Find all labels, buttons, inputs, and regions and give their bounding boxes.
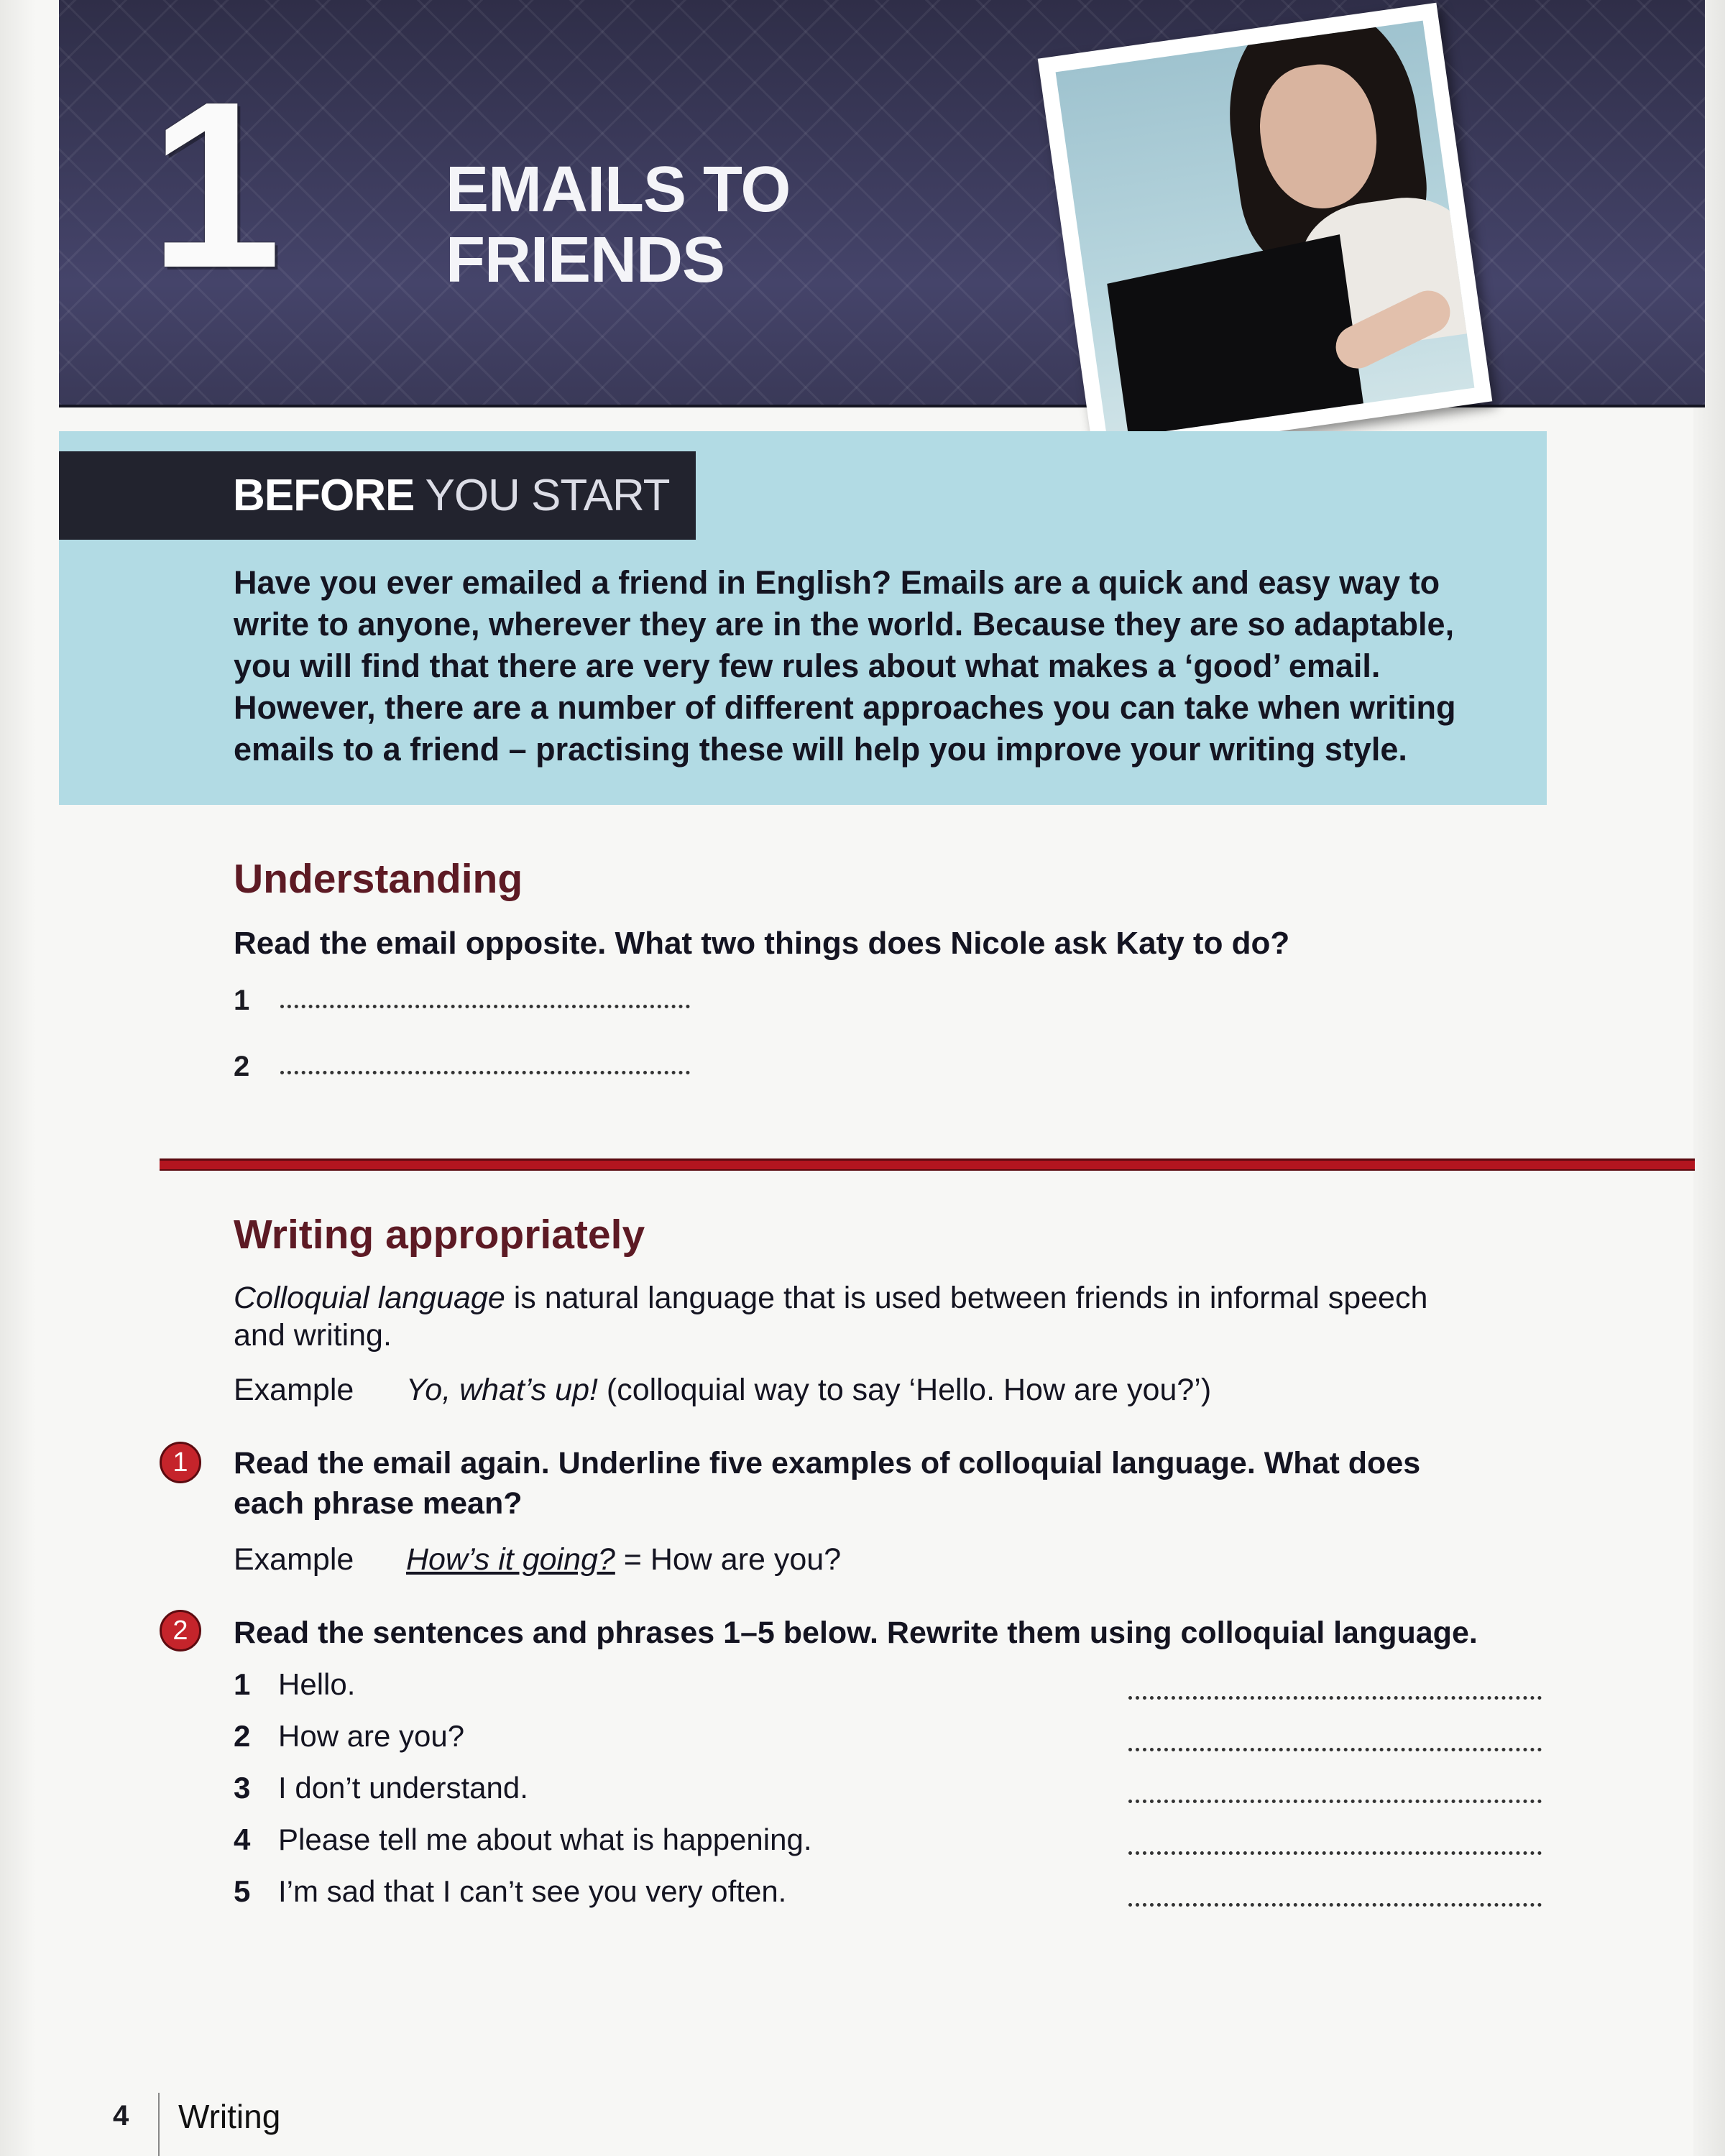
list-item-text: I don’t understand.	[278, 1771, 528, 1805]
writing-heading: Writing appropriately	[234, 1212, 645, 1258]
task-2-number-badge: 2	[160, 1610, 201, 1651]
list-item	[234, 1874, 786, 1909]
list-item-blank[interactable]	[1128, 1792, 1542, 1803]
chapter-number: 1	[150, 52, 275, 317]
bys-line: However, there are a number of different approaches you can take when writing	[234, 689, 1456, 726]
list-item-number: 1	[234, 1667, 251, 1701]
chapter-title-line2: FRIENDS	[446, 224, 725, 296]
definition-line2: and writing.	[234, 1318, 392, 1353]
example-row	[234, 1371, 1211, 1409]
photo-laptop	[1107, 234, 1363, 439]
list-item	[234, 1719, 464, 1754]
definition-rest: is natural language that is used between friends in informal speech	[505, 1281, 1428, 1315]
bys-line: you will find that there are very few rules about what makes a ‘good’ email.	[234, 648, 1381, 684]
chapter-photo	[1038, 3, 1492, 457]
list-item-text: Please tell me about what is happening.	[278, 1823, 812, 1856]
page-number: 4	[113, 2100, 129, 2132]
definition-text	[234, 1279, 1527, 1354]
list-item-text: I’m sad that I can’t see you very often.	[278, 1874, 787, 1908]
example-phrase: Yo, what’s up!	[406, 1373, 598, 1407]
list-item-blank[interactable]	[1128, 1844, 1542, 1855]
list-item	[234, 1667, 355, 1702]
list-item-text: Hello.	[278, 1667, 356, 1701]
footer-section-label: Writing	[178, 2098, 281, 2135]
list-item-blank[interactable]	[1128, 1896, 1542, 1907]
understanding-question: Read the email opposite. What two things does Nicole ask Katy to do?	[234, 926, 1290, 961]
page-edge-left	[0, 0, 36, 2156]
answer-number: 2	[234, 1051, 250, 1082]
example-phrase-underlined: How’s it going?	[406, 1542, 615, 1577]
answer-blank[interactable]	[280, 1062, 690, 1074]
task-1-example	[234, 1541, 841, 1578]
example-label: Example	[234, 1373, 354, 1407]
bys-line: Have you ever emailed a friend in English? Emails are a quick and easy way to	[234, 564, 1440, 601]
task-2-instruction: Read the sentences and phrases 1–5 below. Rewrite them using colloquial language.	[234, 1616, 1478, 1650]
list-item-text: How are you?	[278, 1719, 465, 1753]
understanding-heading: Understanding	[234, 856, 523, 902]
chapter-title-line1: EMAILS TO	[446, 154, 791, 226]
before-you-start-heading	[59, 451, 696, 540]
example-gloss: (colloquial way to say ‘Hello. How are you?’)	[597, 1373, 1212, 1407]
list-item-blank[interactable]	[1128, 1689, 1542, 1700]
task-1-line1: Read the email again. Underline five examples of colloquial language. What does	[234, 1446, 1421, 1480]
answer-line-2	[234, 1051, 690, 1083]
list-item-number: 5	[234, 1874, 251, 1908]
bys-line: write to anyone, wherever they are in the world. Because they are so adaptable,	[234, 606, 1455, 642]
example-label: Example	[234, 1542, 354, 1577]
list-item-number: 3	[234, 1771, 251, 1805]
bys-line: emails to a friend – practising these will help you improve your writing style.	[234, 731, 1407, 768]
list-item	[234, 1823, 812, 1857]
answer-number: 1	[234, 985, 250, 1016]
list-item	[234, 1771, 528, 1805]
before-you-start-text	[234, 562, 1499, 770]
footer-divider	[158, 2093, 160, 2156]
heading-light-part: YOU START	[425, 471, 670, 520]
heading-bold-part: BEFORE	[233, 471, 415, 520]
photo-woman-laptop	[1056, 21, 1475, 440]
task-1-instruction	[234, 1443, 1420, 1524]
answer-blank[interactable]	[280, 996, 690, 1008]
section-divider	[160, 1158, 1695, 1171]
chapter-title	[446, 155, 877, 295]
definition-term: Colloquial language	[234, 1281, 505, 1315]
list-item-blank[interactable]	[1128, 1741, 1542, 1751]
answer-line-1	[234, 985, 690, 1017]
task-1-number-badge: 1	[160, 1442, 201, 1483]
list-item-number: 2	[234, 1719, 251, 1753]
task-1-line2: each phrase mean?	[234, 1486, 523, 1521]
list-item-number: 4	[234, 1823, 251, 1856]
example-gloss: = How are you?	[615, 1542, 842, 1577]
